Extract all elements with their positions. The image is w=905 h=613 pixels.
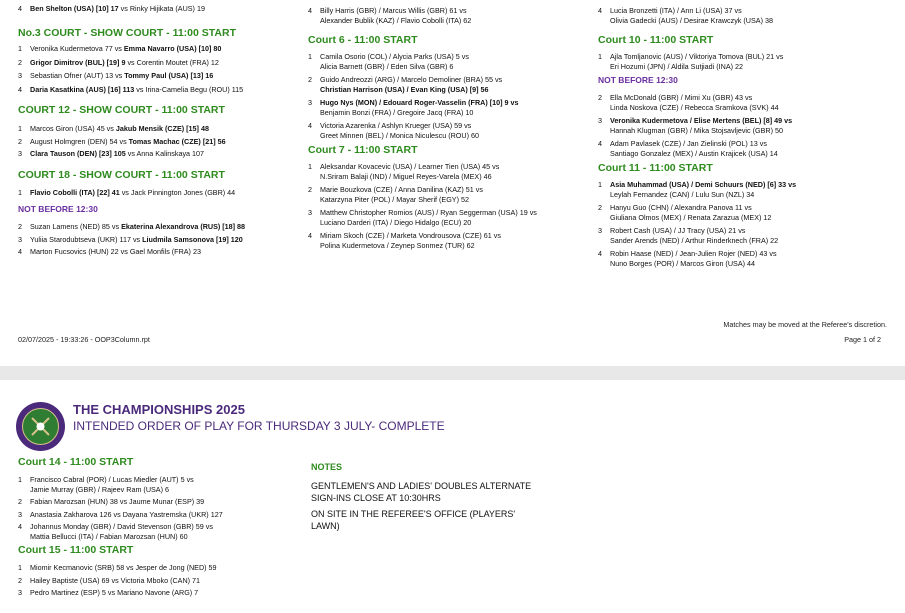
match-row [18,188,288,198]
match-number: 4 [308,231,312,240]
match-number: 3 [18,149,22,158]
match-line: Greet Minnen (BEL) / Monica Niculescu (ROU) 60 [320,130,479,140]
match-number: 1 [308,162,312,171]
match-number: 1 [18,563,22,572]
match-line: Santiago Gonzalez (MEX) / Austin Krajicek (USA) 14 [610,148,778,158]
court-block [598,34,888,158]
match-number: 4 [308,121,312,130]
match-number: 1 [308,52,312,61]
match-text: Marton Fucsovics (HUN) 22 vs Gael Monfils (FRA) 23 [30,247,201,256]
match-row [18,247,288,257]
page-separator [0,366,905,380]
match-text: vs Anna Kalinskaya 107 [125,149,205,158]
match-text: Yuliia Starodubtseva (UKR) 117 vs [30,234,143,244]
match-row [598,226,888,245]
match-line: Alexander Bublik (KAZ) / Flavio Cobolli (ITA) 62 [320,15,472,25]
match-line: Anastasia Zakharova 126 vs Dayana Yastremska (UKR) 127 [30,509,223,519]
match-bold: Ekaterina Alexandrova (RUS) [18] 88 [121,222,246,231]
notes-line: LAWN) [311,521,340,531]
match-row [308,75,593,94]
match-row [18,563,298,573]
match-number: 2 [18,136,22,146]
match-number: 4 [598,6,602,15]
match-line: Lucia Bronzetti (ITA) / Ann Li (USA) 37 vs [610,6,742,15]
court-heading: Court 14 - 11:00 START [18,456,134,468]
match-row [18,588,298,598]
match-row [18,149,288,159]
match-line: Aleksandar Kovacevic (USA) / Learner Tien (USA) 45 vs [320,162,500,171]
match-number: 3 [18,509,22,519]
match-opponent: vs Rinky Hijikata (AUS) 19 [118,4,205,13]
court-heading: Court 6 - 11:00 START [308,34,418,46]
match-text: vs Corentin Moutet (FRA) 12 [125,57,219,67]
match-line: Jamie Murray (GBR) / Rajeev Ram (USA) 6 [30,484,169,494]
court-heading: COURT 12 - SHOW COURT - 11:00 START [18,104,225,116]
match-row [598,249,888,268]
match-row [18,71,288,81]
court-block [308,34,593,140]
match-row [308,121,593,140]
page-number: Page 1 of 2 [844,335,881,344]
championships-title: THE CHAMPIONSHIPS 2025 [73,402,245,417]
match-line: Miriam Skoch (CZE) / Marketa Vondrousova (CZE) 61 vs [320,231,501,240]
match-text: Veronika Kudermetova 77 vs [30,44,124,53]
match-line: Hanyu Guo (CHN) / Alexandra Panova 11 vs [610,203,752,212]
match-line: Billy Harris (GBR) / Marcus Willis (GBR) 61 vs [320,6,467,15]
match-number: 3 [18,588,22,597]
match-line: Katarzyna Piter (POL) / Mayar Sherif (EGY) 52 [320,194,469,204]
match-row [18,4,288,15]
match-line: Benjamin Bonzi (FRA) / Gregoire Jacq (FRA) 10 [320,107,474,117]
match-number: 2 [18,497,22,506]
court-block [18,544,298,598]
court-block [18,104,288,159]
court-heading: No.3 COURT - SHOW COURT - 11:00 START [18,27,236,39]
match-row [308,231,593,250]
match-row [598,180,888,199]
match-row [308,6,593,25]
match-row [18,58,288,68]
match-number: 1 [18,44,22,53]
match-line: N.Sriram Balaji (IND) / Miguel Reyes-Varela (MEX) 46 [320,171,492,181]
match-row [18,510,298,520]
match-row [598,203,888,222]
match-row [18,475,298,494]
match-line: Victoria Azarenka / Ashlyn Krueger (USA) 59 vs [320,121,472,130]
match-line: Ella McDonald (GBR) / Mimi Xu (GBR) 43 vs [610,93,753,102]
match-line: Pedro Martinez (ESP) 5 vs Mariano Navone (ARG) 7 [30,588,199,597]
match-row [308,208,593,227]
match-number: 1 [598,52,602,61]
match-line: Miomir Kecmanovic (SRB) 58 vs Jesper de Jong (NED) 59 [30,563,217,572]
match-text: vs Irina-Camelia Begu (ROU) 115 [134,84,244,94]
court-block [598,162,888,268]
court-block [18,456,298,541]
court-heading: Court 11 - 11:00 START [598,162,713,174]
match-row [18,137,288,147]
match-row [18,222,288,232]
match-number: 3 [308,208,312,217]
page-2 [0,380,905,613]
match-line: Hannah Klugman (GBR) / Mika Stojsavljevic (GBR) 50 [610,125,783,135]
order-of-play-subtitle: INTENDED ORDER OF PLAY FOR THURSDAY 3 JULY- COMPLETE [73,419,445,433]
match-number: 1 [18,475,22,484]
match-line: Robin Haase (NED) / Jean-Julien Rojer (NED) 43 vs [610,249,777,258]
notes-line: GENTLEMEN'S AND LADIES' DOUBLES ALTERNATE [311,481,532,491]
match-number: 3 [598,116,602,125]
court-heading: COURT 18 - SHOW COURT - 11:00 START [18,168,225,181]
match-line: Eri Hozumi (JPN) / Aldila Sutjiadi (INA) 22 [610,61,744,71]
match-line: Linda Noskova (CZE) / Rebecca Sramkova (SVK) 44 [610,102,779,112]
middle-column [308,6,593,254]
match-row [308,185,593,204]
match-row [18,85,288,95]
match-line: Matthew Christopher Romios (AUS) / Ryan Seggerman (USA) 19 vs [320,208,537,217]
match-text: Suzan Lamens (NED) 85 vs [30,222,122,231]
match-bold: Clara Tauson (DEN) [23] 105 [30,149,126,158]
match-number: 3 [308,98,312,107]
print-timestamp: 02/07/2025 - 19:33:26 - OOP3Column.rpt [18,335,150,344]
match-row [598,116,888,135]
match-number: 2 [308,185,312,194]
right-column [598,6,888,272]
match-number: 1 [18,187,22,197]
court-block [18,169,288,257]
match-bold: Tommy Paul (USA) [13] 16 [124,71,214,80]
discretion-note: Matches may be moved at the Referee's discretion. [723,320,887,329]
notes-line: ON SITE IN THE REFEREE'S OFFICE (PLAYERS' [311,509,516,519]
match-number: 3 [18,234,22,244]
match-line: Robert Cash (USA) / JJ Tracy (USA) 21 vs [610,226,746,235]
match-row [18,44,288,54]
match-number: 4 [598,249,602,258]
left-column [18,4,288,260]
match-line: Francisco Cabral (POR) / Lucas Miedler (AUT) 5 vs [30,475,194,484]
court-heading: Court 7 - 11:00 START [308,144,418,156]
match-line: Giuliana Olmos (MEX) / Renata Zarazua (MEX) 12 [610,212,772,222]
match-line: Mattia Bellucci (ITA) / Fabian Marozsan (HUN) 60 [30,531,188,541]
match-number: 4 [18,4,22,13]
match-row [308,52,593,71]
match-bold: Daria Kasatkina (AUS) [16] 113 [30,84,135,94]
match-bold: Jakub Mensik (CZE) [15] 48 [115,124,209,133]
match-line: Camila Osorio (COL) / Alycia Parks (USA) 5 vs [320,52,469,61]
match-row [308,162,593,181]
match-row [18,124,288,134]
not-before-label: NOT BEFORE 12:30 [18,204,98,214]
notes-line: SIGN-INS CLOSE AT 10:30HRS [311,493,441,503]
match-number: 2 [598,93,602,102]
match-line: Johannus Monday (GBR) / David Stevenson (GBR) 59 vs [30,522,213,531]
match-line: Christian Harrison (USA) / Evan King (USA) [9] 56 [320,84,489,94]
match-row [598,93,888,112]
match-line: Ajla Tomljanovic (AUS) / Viktoriya Tomova (BUL) 21 vs [610,52,784,61]
notes-heading: NOTES [311,462,343,472]
match-row [308,98,593,117]
match-bold: Grigor Dimitrov (BUL) [19] 9 [30,57,126,67]
match-bold: Flavio Cobolli (ITA) [22] 41 [30,187,120,197]
match-line: Alicia Barnett (GBR) / Eden Silva (GBR) 6 [320,61,454,71]
match-text: Sebastian Ofner (AUT) 13 vs [30,71,125,80]
match-row [18,522,298,541]
match-line: Sander Arends (NED) / Arthur Rinderknech (FRA) 22 [610,235,779,245]
match-number: 1 [18,124,22,133]
match-number: 3 [598,226,602,235]
match-number: 3 [18,71,22,80]
court-heading: Court 15 - 11:00 START [18,544,134,556]
match-row [598,52,888,71]
match-line: Asia Muhammad (USA) / Demi Schuurs (NED) [6] 33 vs [610,180,797,189]
match-number: 2 [308,75,312,84]
match-line: Hugo Nys (MON) / Edouard Roger-Vasselin (FRA) [10] 9 vs [320,98,519,107]
match-number: 4 [308,6,312,15]
match-line: Guido Andreozzi (ARG) / Marcelo Demoliner (BRA) 55 vs [320,75,503,84]
match-number: 1 [598,180,602,189]
match-number: 2 [598,203,602,212]
match-line: Marie Bouzkova (CZE) / Anna Danilina (KAZ) 51 vs [320,185,483,194]
match-number: 4 [18,84,22,94]
match-line: Leylah Fernandez (CAN) / Lulu Sun (NZL) 34 [610,189,755,199]
match-line: Polina Kudermetova / Zeynep Sonmez (TUR) 62 [320,240,475,250]
court-block [308,144,593,250]
notes-panel [311,462,571,532]
match-line: Veronika Kudermetova / Elise Mertens (BEL) [8] 49 vs [610,116,793,125]
match-line: Adam Pavlasek (CZE) / Jan Zielinski (POL) 13 vs [610,139,767,148]
match-number: 2 [18,57,22,67]
wimbledon-logo-icon [16,402,65,451]
not-before-label: NOT BEFORE 12:30 [598,75,678,85]
match-number: 4 [598,139,602,148]
match-number: 4 [18,247,22,256]
match-line: Nuno Borges (POR) / Marcos Giron (USA) 44 [610,258,755,268]
match-row [18,235,288,245]
left-column [18,456,298,601]
match-row [18,576,298,586]
match-line: Hailey Baptiste (USA) 69 vs Victoria Mboko (CAN) 71 [30,575,201,585]
court-heading: Court 10 - 11:00 START [598,34,714,46]
match-player: Ben Shelton (USA) [10] 17 [30,4,119,13]
match-row [18,497,298,507]
match-row [598,6,888,25]
match-text: August Holmgren (DEN) 54 vs [30,136,129,146]
match-line: Luciano Darderi (ITA) / Diego Hidalgo (ECU) 20 [320,217,472,227]
match-number: 4 [18,522,22,531]
match-line: Olivia Gadecki (AUS) / Desirae Krawczyk (USA) 38 [610,15,773,25]
match-line: Fabian Marozsan (HUN) 38 vs Jaume Munar (ESP) 39 [30,497,205,506]
match-row [598,139,888,158]
match-bold: Emma Navarro (USA) [10] 80 [123,44,222,53]
match-number: 2 [18,222,22,231]
match-text: Marcos Giron (USA) 45 vs [30,124,116,133]
court-block [18,27,288,94]
match-number: 2 [18,575,22,585]
match-bold: Liudmila Samsonova [19] 120 [142,234,243,244]
match-bold: Tomas Machac (CZE) [21] 56 [128,136,226,146]
match-text: vs Jack Pinnington Jones (GBR) 44 [119,187,236,197]
